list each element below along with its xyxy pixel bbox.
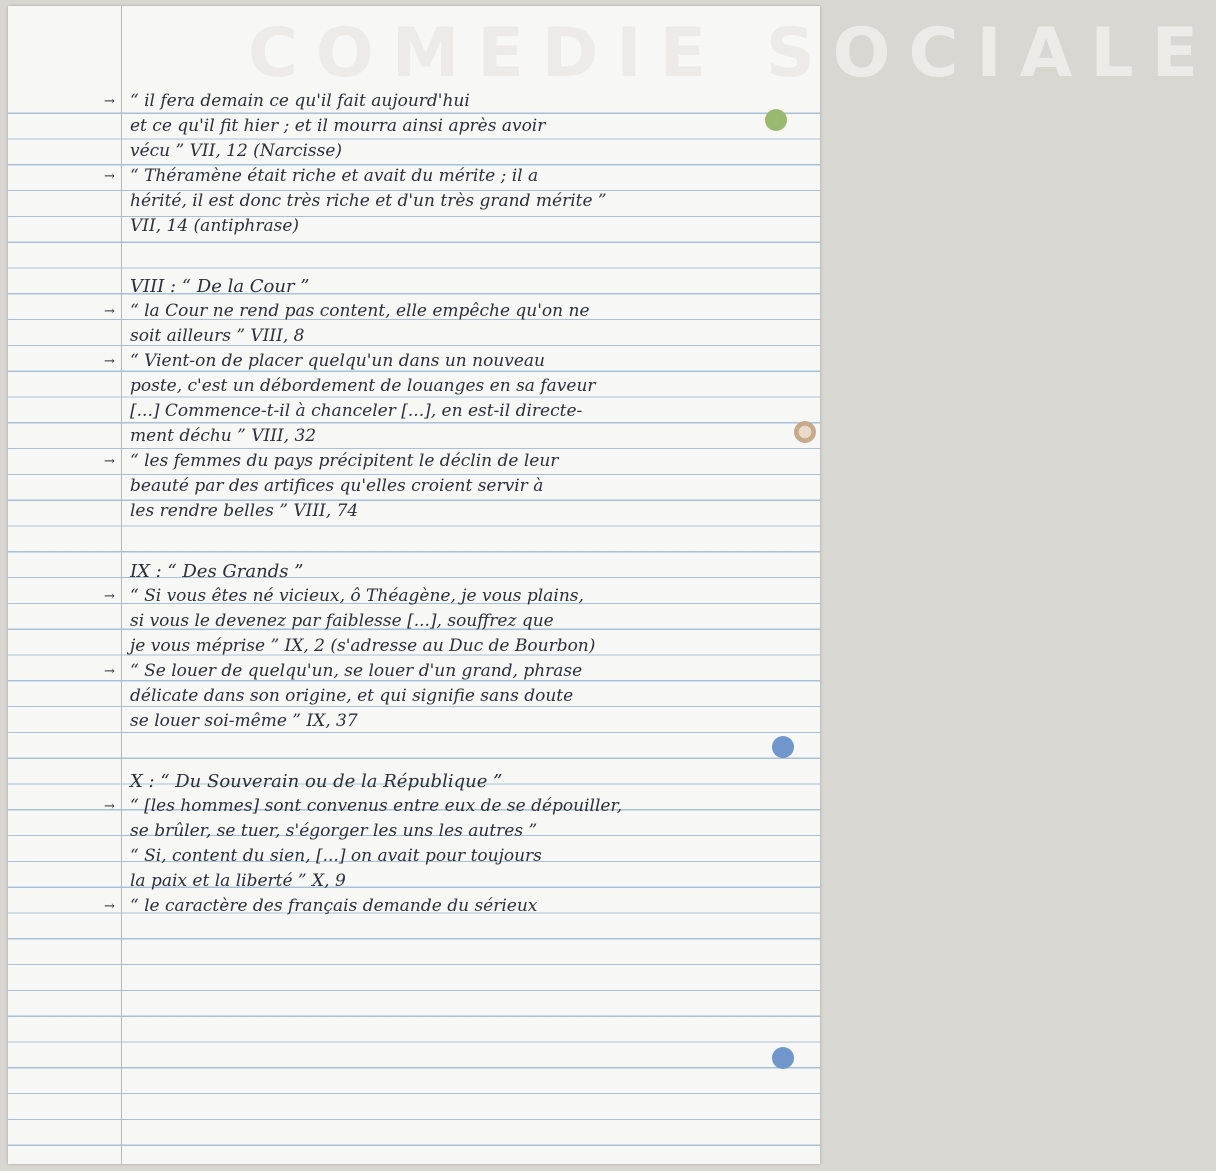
note-line: [8, 684, 820, 709]
note-text: se louer soi-même ” IX, 37: [130, 711, 358, 731]
arrow-icon: →: [104, 664, 115, 679]
show-through-watermark: COMEDIE SOCIALE: [248, 14, 1216, 93]
note-line: [8, 634, 820, 659]
note-text: beauté par des artifices qu'elles croient servir à: [130, 476, 544, 496]
heading-text: VIII : “ De la Cour ”: [130, 276, 310, 297]
note-line: [8, 424, 820, 449]
note-line: [8, 794, 820, 819]
note-text: “ Si vous êtes né vicieux, ô Théagène, je vous plains,: [130, 586, 584, 606]
green-dot-sticker: [765, 109, 787, 131]
note-text: “ [les hommes] sont convenus entre eux de se dépouiller,: [130, 796, 623, 816]
note-line: [8, 164, 820, 189]
note-line: [8, 399, 820, 424]
note-line: [8, 114, 820, 139]
note-line: [8, 659, 820, 684]
arrow-icon: →: [104, 94, 115, 109]
page-header-band: [8, 6, 1216, 93]
note-line: [8, 214, 820, 239]
section-heading: [8, 769, 820, 794]
arrow-icon: →: [104, 304, 115, 319]
note-line: [8, 894, 820, 919]
note-text: délicate dans son origine, et qui signifie sans doute: [130, 686, 574, 706]
note-text: si vous le devenez par faiblesse [...], souffrez que: [130, 611, 554, 631]
note-line: [8, 709, 820, 734]
note-text: je vous méprise ” IX, 2 (s'adresse au Duc de Bourbon): [130, 636, 596, 656]
blue-dot-sticker: [772, 1047, 794, 1069]
section-heading: [8, 274, 820, 299]
note-text: poste, c'est un débordement de louanges en sa faveur: [130, 376, 596, 396]
note-line: [8, 869, 820, 894]
section-heading: [8, 559, 820, 584]
note-line: [8, 449, 820, 474]
note-line: [8, 499, 820, 524]
heading-text: X : “ Du Souverain ou de la République ”: [130, 771, 503, 792]
note-text: hérité, il est donc très riche et d'un très grand mérite ”: [130, 191, 607, 211]
note-text: [...] Commence-t-il à chanceler [...], en est-il directe-: [130, 401, 583, 421]
note-line: [8, 819, 820, 844]
note-text: “ Théramène était riche et avait du mérite ; il a: [130, 166, 539, 186]
note-line: [8, 474, 820, 499]
note-text: vécu ” VII, 12 (Narcisse): [130, 141, 343, 161]
note-line: [8, 299, 820, 324]
note-text: “ il fera demain ce qu'il fait aujourd'hui: [130, 91, 470, 111]
note-text: VII, 14 (antiphrase): [130, 216, 300, 236]
notebook-page: [8, 6, 1216, 1164]
note-line: [8, 584, 820, 609]
note-text: soit ailleurs ” VIII, 8: [130, 326, 305, 346]
arrow-icon: →: [104, 899, 115, 914]
blue-dot-sticker: [772, 736, 794, 758]
note-line: [8, 844, 820, 869]
note-text: “ la Cour ne rend pas content, elle empêche qu'on ne: [130, 301, 590, 321]
note-line: [8, 374, 820, 399]
note-text: “ Si, content du sien, [...] on avait pour toujours: [130, 846, 542, 866]
arrow-icon: →: [104, 354, 115, 369]
arrow-icon: →: [104, 589, 115, 604]
note-text: “ Vient-on de placer quelqu'un dans un nouveau: [130, 351, 546, 371]
note-line: [8, 189, 820, 214]
note-text: “ le caractère des français demande du sérieux: [130, 896, 538, 916]
note-text: ment déchu ” VIII, 32: [130, 426, 317, 446]
heading-text: IX : “ Des Grands ”: [130, 561, 304, 582]
note-line: [8, 324, 820, 349]
note-line: [8, 609, 820, 634]
note-text: les rendre belles ” VIII, 74: [130, 501, 359, 521]
note-text: se brûler, se tuer, s'égorger les uns les autres ”: [130, 821, 538, 841]
note-text: et ce qu'il fit hier ; et il mourra ainsi après avoir: [130, 116, 546, 136]
note-text: la paix et la liberté ” X, 9: [130, 871, 346, 891]
arrow-icon: →: [104, 169, 115, 184]
note-line: [8, 89, 820, 114]
round-sticker: [794, 421, 816, 443]
note-line: [8, 139, 820, 164]
note-text: “ les femmes du pays précipitent le déclin de leur: [130, 451, 559, 471]
arrow-icon: →: [104, 454, 115, 469]
note-line: [8, 349, 820, 374]
note-text: “ Se louer de quelqu'un, se louer d'un grand, phrase: [130, 661, 583, 681]
arrow-icon: →: [104, 799, 115, 814]
